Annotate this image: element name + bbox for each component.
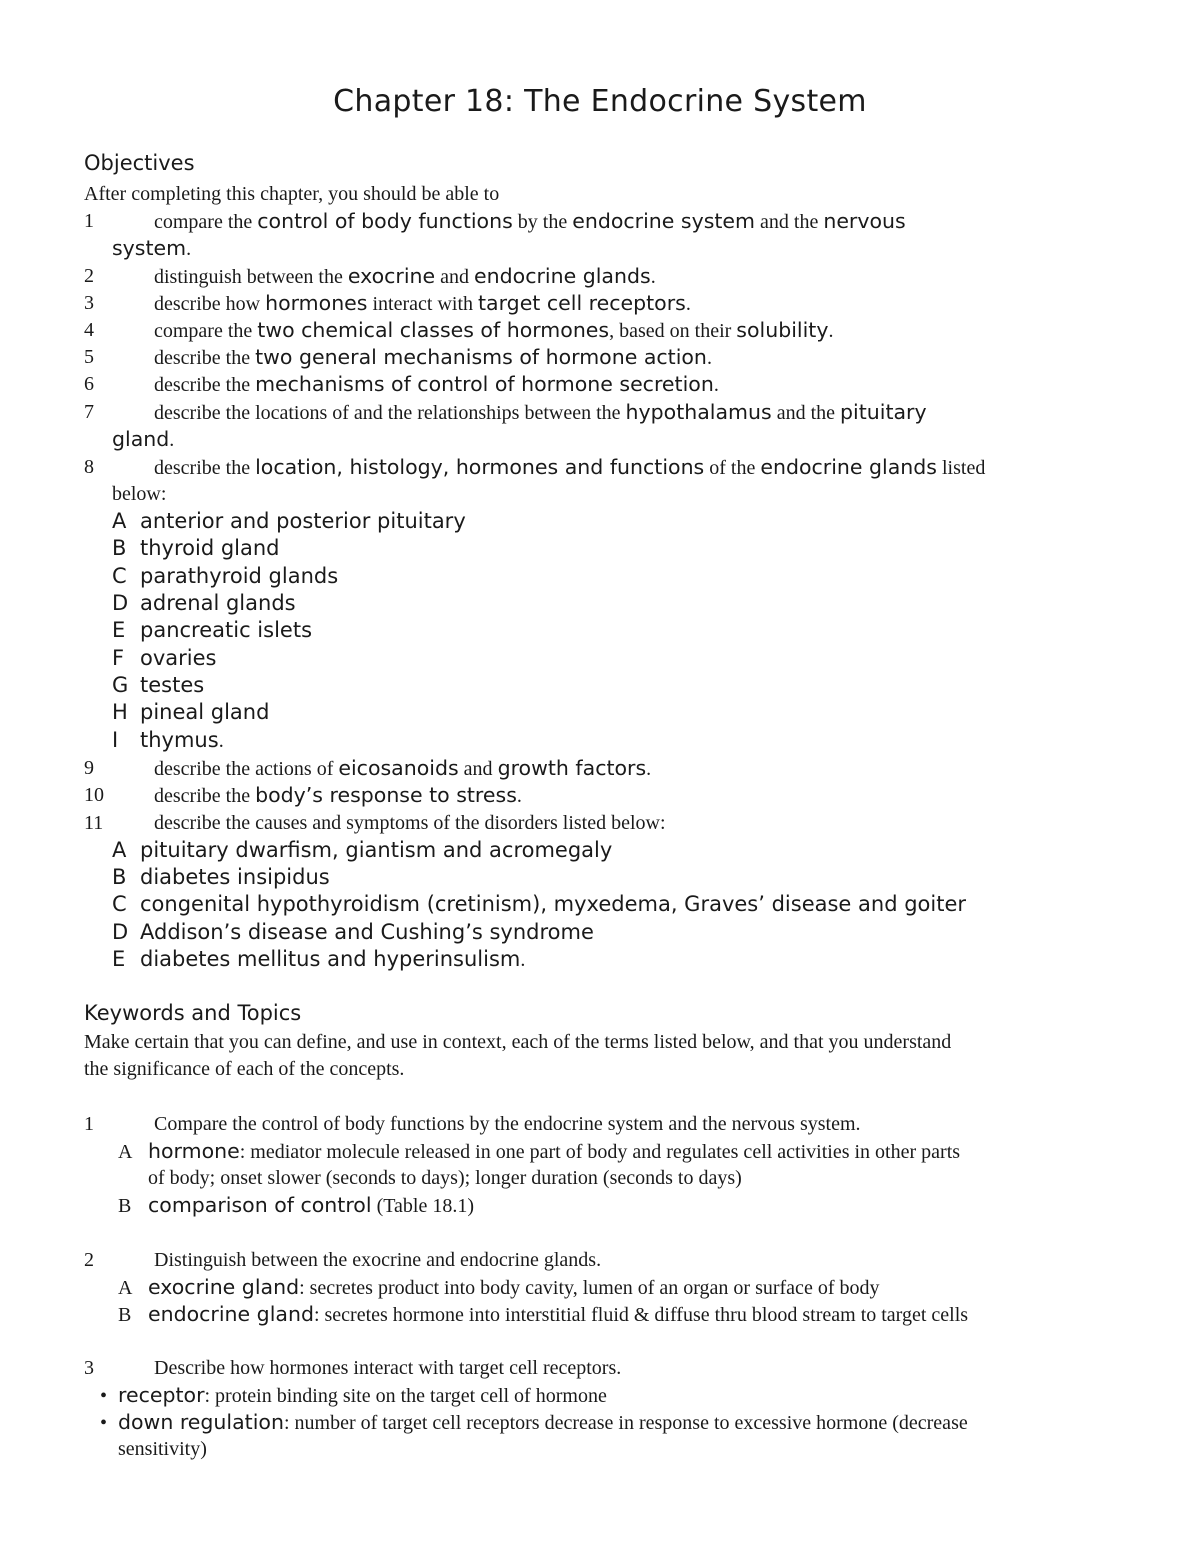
keywords-heading: Keywords and Topics <box>84 1001 302 1025</box>
disorder-item: C congenital hypothyroidism (cretinism), myxedema, Graves’ disease and goiter <box>112 892 967 916</box>
gland-item: F ovaries <box>112 646 217 670</box>
objectives-intro: After completing this chapter, you should be able to <box>84 183 500 205</box>
disorder-item: B diabetes insipidus <box>112 865 330 889</box>
keywords-intro-continuation: the significance of each of the concepts. <box>84 1058 405 1080</box>
document-page: Chapter 18: The Endocrine System Objectives After completing this chapter, you should be able to 1 compare the control of body functions by the endocrine system and the nervous system. 2 distinguish between the exocrine and endocrine glands. 3 describe how hormones interact with target cell receptors. 4 compare the two chemical classes of hormones, based on their solubility. 5 describe the two general mechanisms of hormone action. 6 describe the mechanisms of control of hormone secretion. 7 describe the locations of and the relationships between the hypothalamus and the pituitary gland. 8 describe the location, histology, hormones and functions of the endocrine glands listed below: A anterior and posterior pituitary B thyroid gland C parathyroid glands D adrenal glands E pancreatic islets F ovaries G testes H pineal gland I thymus. 9 describe the actions of eicosanoids and growth factors. 10 describe the body’s response to stress. 11 describe the causes and symptoms of the disorders listed below: A pituitary dwarfism, giantism and acromegaly B diabetes insipidus C congenital hypothyroidism (cretinism), myxedema, Graves’ disease and goiter D Addison’s disease and Cushing’s syndrome E diabetes mellitus and hyperinsulism. Keywords and Topics Make certain that you can define, and use in context, each of the terms listed below, and that you understand the significance of each of the concepts. 1 Compare the control of body functions by the endocrine system and the nervous system. A hormone: mediator molecule released in one part of body and regulates cell activities in other parts of body; onset slower (seconds to days); longer duration (seconds to days) B comparison of control (Table 18.1) 2 Distinguish between the exocrine and endocrine glands. A exocrine gland: secretes product into body cavity, lumen of an organ or surface of body B endocrine gland: secretes hormone into interstitial fluid & diffuse thru blood stream to target cells 3 Describe how hormones interact with target cell receptors. • receptor: protein binding site on the target cell of hormone • down regulation: number of target cell receptors decrease in response to excessive hormone (decrease sensitivity) <box>0 0 1200 1553</box>
keyword-bullet-continuation: sensitivity) <box>118 1438 207 1460</box>
disorder-item: A pituitary dwarfism, giantism and acromegaly <box>112 838 613 862</box>
keywords-intro: Make certain that you can define, and use in context, each of the terms listed below, and that you understand <box>84 1031 952 1053</box>
gland-item: E pancreatic islets <box>112 618 313 642</box>
gland-item: C parathyroid glands <box>112 564 339 588</box>
keyword-item-continuation: of body; onset slower (seconds to days); longer duration (seconds to days) <box>148 1167 742 1189</box>
gland-item: G testes <box>112 673 205 697</box>
bullet-icon: • <box>100 1412 108 1434</box>
gland-item: D adrenal glands <box>112 591 296 615</box>
gland-item: A anterior and posterior pituitary <box>112 509 466 533</box>
gland-item: B thyroid gland <box>112 536 280 560</box>
objectives-heading: Objectives <box>84 151 195 175</box>
disorder-item: E diabetes mellitus and hyperinsulism. <box>112 947 526 971</box>
gland-item: I thymus. <box>112 728 224 752</box>
bullet-icon: • <box>100 1385 108 1407</box>
page-title: Chapter 18: The Endocrine System <box>333 84 867 119</box>
disorder-item: D Addison’s disease and Cushing’s syndrome <box>112 920 594 944</box>
gland-item: H pineal gland <box>112 700 270 724</box>
